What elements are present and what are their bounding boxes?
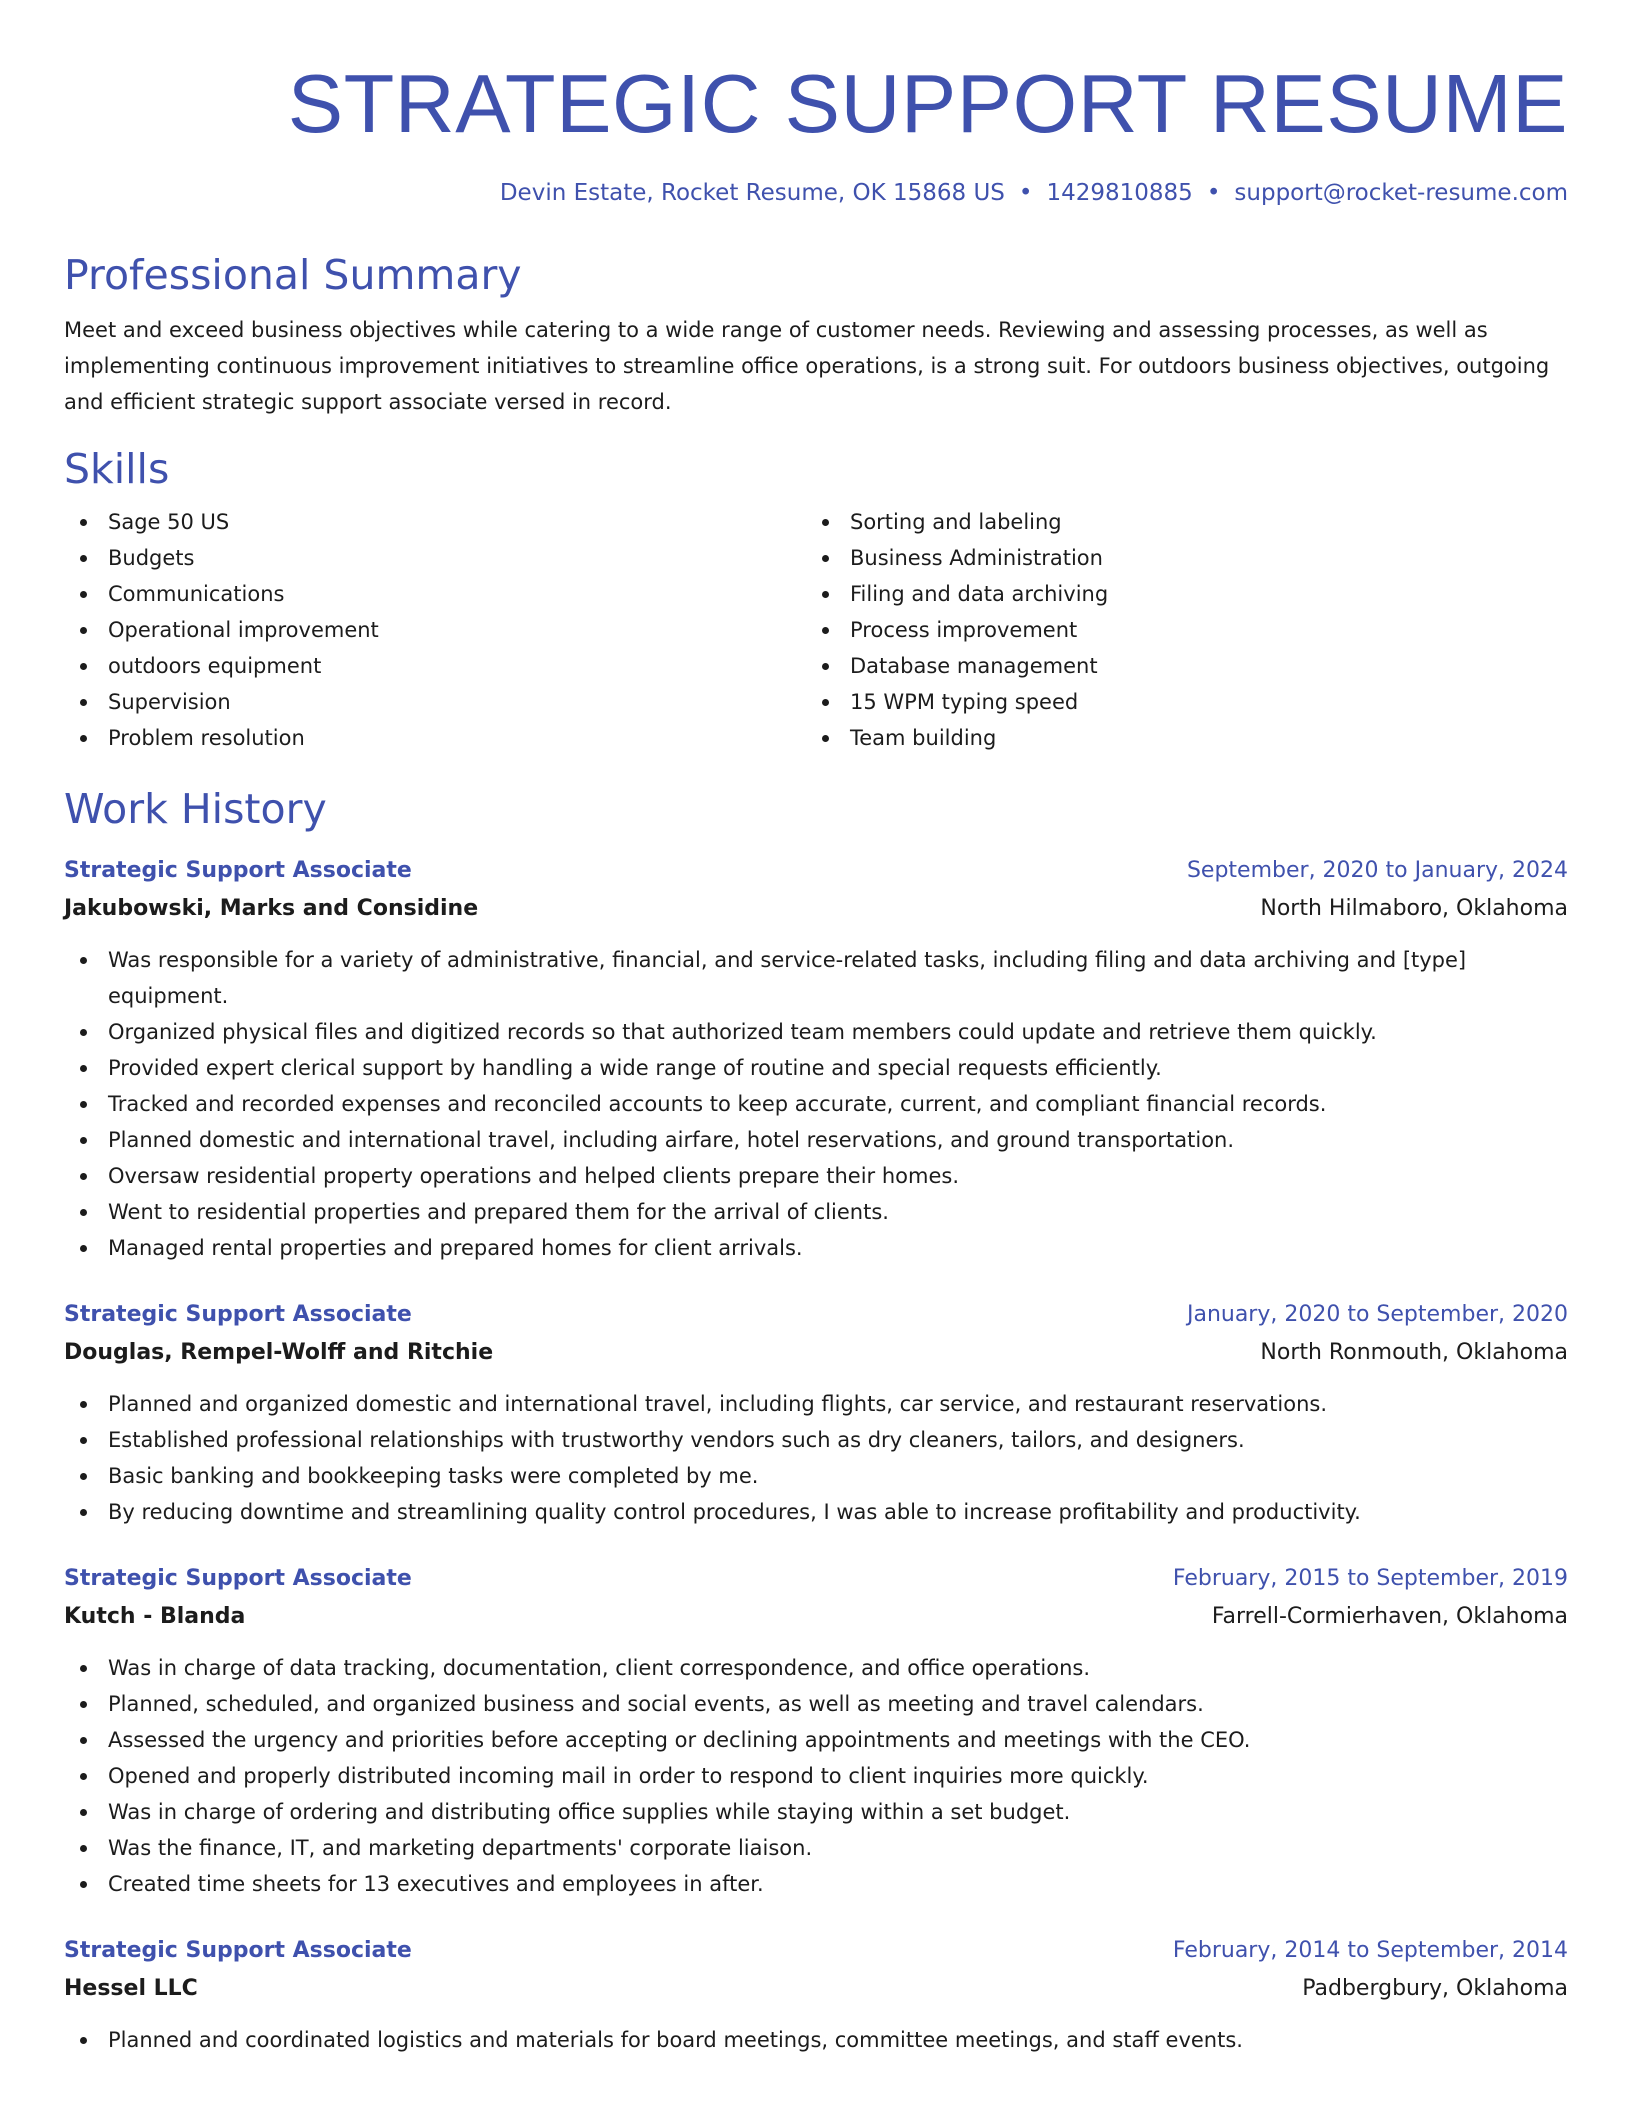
job-duties — [64, 942, 1568, 1266]
skills-columns — [64, 504, 1568, 756]
job-title-row — [64, 1932, 1568, 1970]
skill-item: Problem resolution — [64, 720, 806, 756]
job-title: Strategic Support Associate — [64, 1938, 412, 1963]
job-entry — [64, 852, 1568, 1266]
job-title: Strategic Support Associate — [64, 1302, 412, 1327]
skill-item: 15 WPM typing speed — [806, 684, 1548, 720]
duty-item: Assessed the urgency and priorities before accepting or declining appointments and meetings with the CEO. — [64, 1722, 1568, 1758]
duty-item: Tracked and recorded expenses and reconciled accounts to keep accurate, current, and compliant financial records. — [64, 1086, 1568, 1122]
duty-item: Was the finance, IT, and marketing departments' corporate liaison. — [64, 1830, 1568, 1866]
resume-page — [64, 0, 1568, 2058]
skill-item: Team building — [806, 720, 1548, 756]
resume-title: STRATEGIC SUPPORT RESUME — [287, 57, 1568, 150]
job-location: North Ronmouth, Oklahoma — [1260, 1340, 1568, 1365]
duty-item: Planned and organized domestic and international travel, including flights, car service, and restaurant reservations. — [64, 1386, 1568, 1422]
duty-item: Basic banking and bookkeeping tasks were completed by me. — [64, 1458, 1568, 1494]
job-duties — [64, 1650, 1568, 1902]
section-title-summary: Professional Summary — [64, 251, 522, 299]
duty-item: Opened and properly distributed incoming mail in order to respond to client inquiries more quickly. — [64, 1758, 1568, 1794]
job-dates: February, 2014 to September, 2014 — [1172, 1938, 1568, 1963]
skills-list-left — [64, 504, 806, 756]
job-dates: September, 2020 to January, 2024 — [1186, 858, 1568, 883]
job-company-row — [64, 890, 1568, 928]
skill-item: Budgets — [64, 540, 806, 576]
job-company-row — [64, 1598, 1568, 1636]
duty-item: By reducing downtime and streamlining quality control procedures, I was able to increase profitability and productivity. — [64, 1494, 1568, 1530]
job-entry — [64, 1296, 1568, 1530]
job-location: Padbergbury, Oklahoma — [1302, 1976, 1568, 2001]
skill-item: Sorting and labeling — [806, 504, 1548, 540]
duty-item: Established professional relationships with trustworthy vendors such as dry cleaners, tailors, and designers. — [64, 1422, 1568, 1458]
skill-item: Operational improvement — [64, 612, 806, 648]
duty-item: Went to residential properties and prepared them for the arrival of clients. — [64, 1194, 1568, 1230]
skills-list-right — [806, 504, 1548, 756]
job-entry — [64, 1560, 1568, 1902]
job-duties — [64, 1386, 1568, 1530]
contact-phone: 1429810885 — [1046, 180, 1193, 206]
job-dates: February, 2015 to September, 2019 — [1172, 1566, 1568, 1591]
skill-item: Communications — [64, 576, 806, 612]
job-duties — [64, 2022, 1568, 2058]
skill-item: Business Administration — [806, 540, 1548, 576]
duty-item: Was responsible for a variety of administrative, financial, and service-related tasks, including filing and data archiving and [type] equipment. — [64, 942, 1568, 1014]
job-location: North Hilmaboro, Oklahoma — [1260, 896, 1568, 921]
job-company: Douglas, Rempel-Wolff and Ritchie — [64, 1340, 494, 1365]
skill-item: Filing and data archiving — [806, 576, 1548, 612]
section-title-work-history: Work History — [64, 785, 327, 833]
job-company-row — [64, 1970, 1568, 2008]
job-company-row — [64, 1334, 1568, 1372]
skill-item: Sage 50 US — [64, 504, 806, 540]
duty-item: Was in charge of data tracking, documentation, client correspondence, and office operations. — [64, 1650, 1568, 1686]
duty-item: Was in charge of ordering and distributing office supplies while staying within a set budget. — [64, 1794, 1568, 1830]
resume-header — [64, 0, 1568, 210]
summary-section — [64, 250, 1568, 420]
work-history-section — [64, 784, 1568, 2058]
job-dates: January, 2020 to September, 2020 — [1186, 1302, 1568, 1327]
duty-item: Organized physical files and digitized records so that authorized team members could update and retrieve them quickly. — [64, 1014, 1568, 1050]
contact-address: Devin Estate, Rocket Resume, OK 15868 US — [499, 180, 1005, 206]
skill-item: outdoors equipment — [64, 648, 806, 684]
duty-item: Oversaw residential property operations and helped clients prepare their homes. — [64, 1158, 1568, 1194]
duty-item: Planned, scheduled, and organized business and social events, as well as meeting and travel calendars. — [64, 1686, 1568, 1722]
contact-separator: • — [1206, 180, 1221, 206]
summary-text: Meet and exceed business objectives while catering to a wide range of customer needs. Reviewing and assessing processes, as well as implementing continuous improvement initiatives to streamline office operations, is a strong suit. For outdoors business objectives, outgoing and efficient strategic support associate versed in record. — [64, 318, 1550, 414]
job-title: Strategic Support Associate — [64, 858, 412, 883]
job-company: Jakubowski, Marks and Considine — [64, 896, 479, 921]
job-title: Strategic Support Associate — [64, 1566, 412, 1591]
duty-item: Provided expert clerical support by handling a wide range of routine and special requests efficiently. — [64, 1050, 1568, 1086]
duty-item: Planned domestic and international travel, including airfare, hotel reservations, and ground transportation. — [64, 1122, 1568, 1158]
duty-item: Managed rental properties and prepared homes for client arrivals. — [64, 1230, 1568, 1266]
job-title-row — [64, 1296, 1568, 1334]
duty-item: Created time sheets for 13 executives and employees in after. — [64, 1866, 1568, 1902]
skill-item: Supervision — [64, 684, 806, 720]
skill-item: Process improvement — [806, 612, 1548, 648]
job-location: Farrell-Cormierhaven, Oklahoma — [1211, 1604, 1568, 1629]
contact-email[interactable]: support@rocket-resume.com — [1234, 180, 1568, 206]
job-company: Kutch - Blanda — [64, 1604, 246, 1629]
duty-item: Planned and coordinated logistics and materials for board meetings, committee meetings, and staff events. — [64, 2022, 1568, 2058]
contact-separator: • — [1018, 180, 1033, 206]
job-title-row — [64, 1560, 1568, 1598]
job-title-row — [64, 852, 1568, 890]
contact-line — [64, 176, 1568, 210]
job-company: Hessel LLC — [64, 1976, 198, 2001]
skills-section — [64, 444, 1568, 756]
skill-item: Database management — [806, 648, 1548, 684]
job-entry — [64, 1932, 1568, 2058]
section-title-skills: Skills — [64, 445, 170, 493]
